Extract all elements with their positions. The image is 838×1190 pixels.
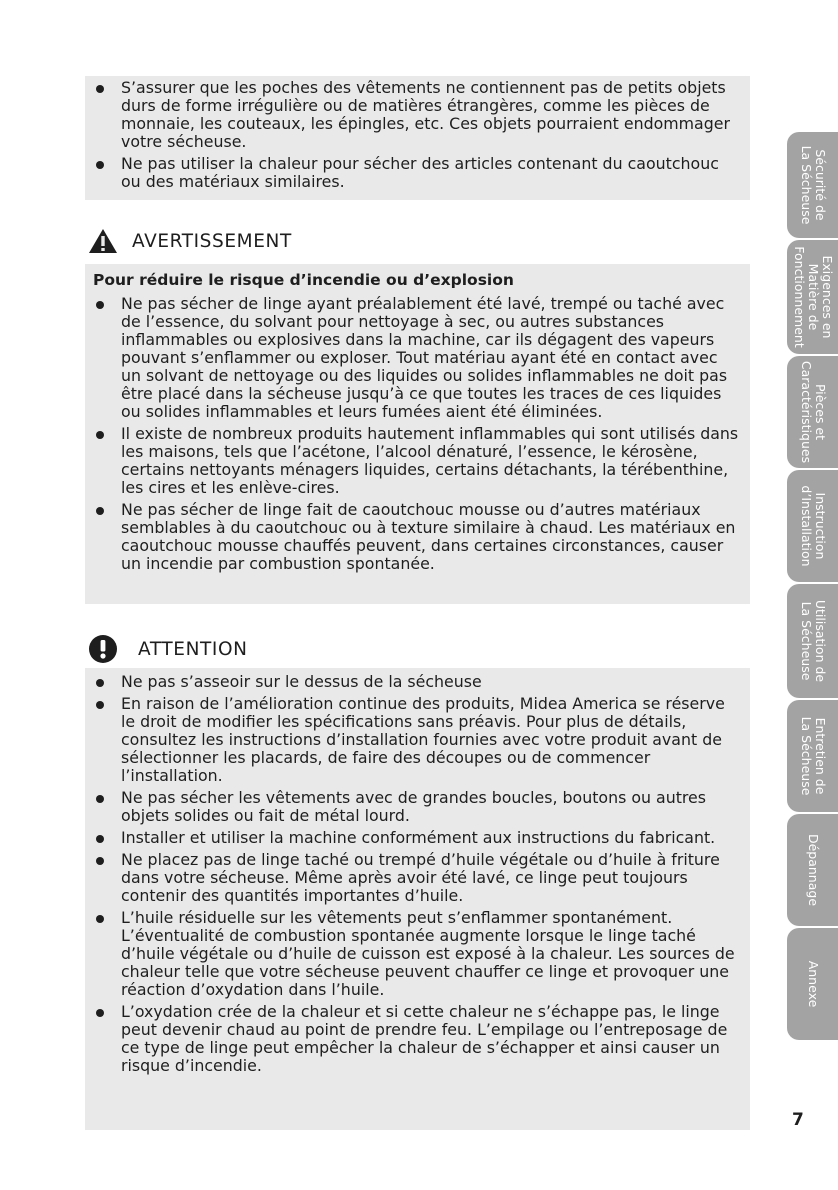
warning-subtitle: Pour réduire le risque d’incendie ou d’explosion xyxy=(93,271,514,289)
list-item: Ne pas sécher les vêtements avec de grandes boucles, boutons ou autres objets solides ou fait de métal lourd. xyxy=(93,789,742,825)
tab-label: Fonctionnement xyxy=(791,246,807,348)
precautions-list xyxy=(93,79,742,191)
list-item: Il existe de nombreux produits hautement inflammables qui sont utilisés dans les maisons, tels que l’acétone, l’alcool dénaturé, l’essence, le kérosène, certains nettoyants ménagers liquides, certains détachants, la térébenthine, les cires et les enlève-cires. xyxy=(93,425,742,497)
list-item: L’oxydation crée de la chaleur et si cette chaleur ne s’échappe pas, le linge peut devenir chaud au point de prendre feu. L’empilage ou l’entreposage de ce type de linge peut empêcher la chaleur de s’échapper et ainsi causer un risque d’incendie. xyxy=(93,1003,742,1075)
tab-securite[interactable] xyxy=(787,132,838,238)
page-number: 7 xyxy=(792,1110,804,1130)
tab-label: La Sécheuse xyxy=(798,601,814,681)
tab-label: La Sécheuse xyxy=(798,145,814,225)
tab-label: Utilisation de xyxy=(812,599,828,683)
tab-exigences[interactable] xyxy=(787,240,838,354)
tab-label: Caractéristiques xyxy=(798,360,814,464)
list-item: Ne pas sécher de linge ayant préalablement été lavé, trempé ou taché avec de l’essence, du solvant pour nettoyage à sec, ou autres substances inflammables ou explosives dans la machine, car ils dégagent des vapeurs pouvant s’enflammer ou exploser. Tout matériau ayant été en contact avec un solvant de nettoyage ou des liquides ou solides inflammables ne doit pas être placé dans la sécheuse jusqu’à ce que toutes les traces de ces liquides ou solides inflammables et leurs fumées aient été éliminées. xyxy=(93,295,742,421)
tab-label: d’Installation xyxy=(798,485,814,567)
list-item: L’huile résiduelle sur les vêtements peut s’enflammer spontanément. L’éventualité de combustion spontanée augmente lorsque le linge taché d’huile végétale ou d’huile de cuisson est exposé à la chaleur. Les sources de chaleur telle que votre sécheuse peuvent chauffer ce linge et provoquer une réaction d’oxydation dans l’huile. xyxy=(93,909,742,999)
tab-label: Pièces et xyxy=(812,383,828,441)
list-item: En raison de l’amélioration continue des produits, Midea America se réserve le droit de modifier les spécifications sans préavis. Pour plus de détails, consultez les instructions d’installation fournies avec votre produit avant de sélectionner les placards, de faire des découpes ou de commencer l’installation. xyxy=(93,695,742,785)
tab-depannage[interactable] xyxy=(787,814,838,926)
list-item: Ne pas sécher de linge fait de caoutchouc mousse ou d’autres matériaux semblables à du caoutchouc ou à texture similaire à chaud. Les matériaux en caoutchouc mousse chauffés peuvent, dans certaines circonstances, causer un incendie par combustion spontanée. xyxy=(93,501,742,573)
exclamation-circle-icon xyxy=(88,634,118,664)
caution-box xyxy=(85,668,750,1130)
tab-pieces[interactable] xyxy=(787,356,838,468)
list-item: Ne placez pas de linge taché ou trempé d’huile végétale ou d’huile à friture dans votre sécheuse. Même après avoir été lavé, ce linge peut toujours contenir des quantités importantes d’huile. xyxy=(93,851,742,905)
warning-box xyxy=(85,264,750,604)
warning-triangle-icon xyxy=(88,228,118,254)
warning-list xyxy=(93,295,742,573)
tab-label: Dépannage xyxy=(805,833,821,907)
precautions-box xyxy=(85,76,750,200)
tab-annexe[interactable] xyxy=(787,928,838,1040)
caution-title: ATTENTION xyxy=(138,638,248,660)
tab-label: Exigences en xyxy=(819,255,835,339)
caution-list xyxy=(93,673,742,1075)
tab-label: Matière de xyxy=(805,263,821,331)
list-item: Ne pas utiliser la chaleur pour sécher des articles contenant du caoutchouc ou des matériaux similaires. xyxy=(93,155,742,191)
tab-entretien[interactable] xyxy=(787,700,838,812)
tab-label: Entretien de xyxy=(812,717,828,795)
tab-label: Sécurité de xyxy=(812,149,828,221)
tab-label: Instruction xyxy=(812,492,828,560)
tab-label: Annexe xyxy=(805,960,821,1008)
warning-heading xyxy=(88,228,292,254)
caution-heading xyxy=(88,634,248,664)
tab-utilisation[interactable] xyxy=(787,584,838,698)
tab-installation[interactable] xyxy=(787,470,838,582)
list-item: Installer et utiliser la machine conformément aux instructions du fabricant. xyxy=(93,829,742,847)
tab-label: La Sécheuse xyxy=(798,716,814,796)
list-item: Ne pas s’asseoir sur le dessus de la sécheuse xyxy=(93,673,742,691)
warning-title: AVERTISSEMENT xyxy=(132,230,292,252)
list-item: S’assurer que les poches des vêtements ne contiennent pas de petits objets durs de forme irrégulière ou de matières étrangères, comme les pièces de monnaie, les couteaux, les épingles, etc. Ces objets pourraient endommager votre sécheuse. xyxy=(93,79,742,151)
